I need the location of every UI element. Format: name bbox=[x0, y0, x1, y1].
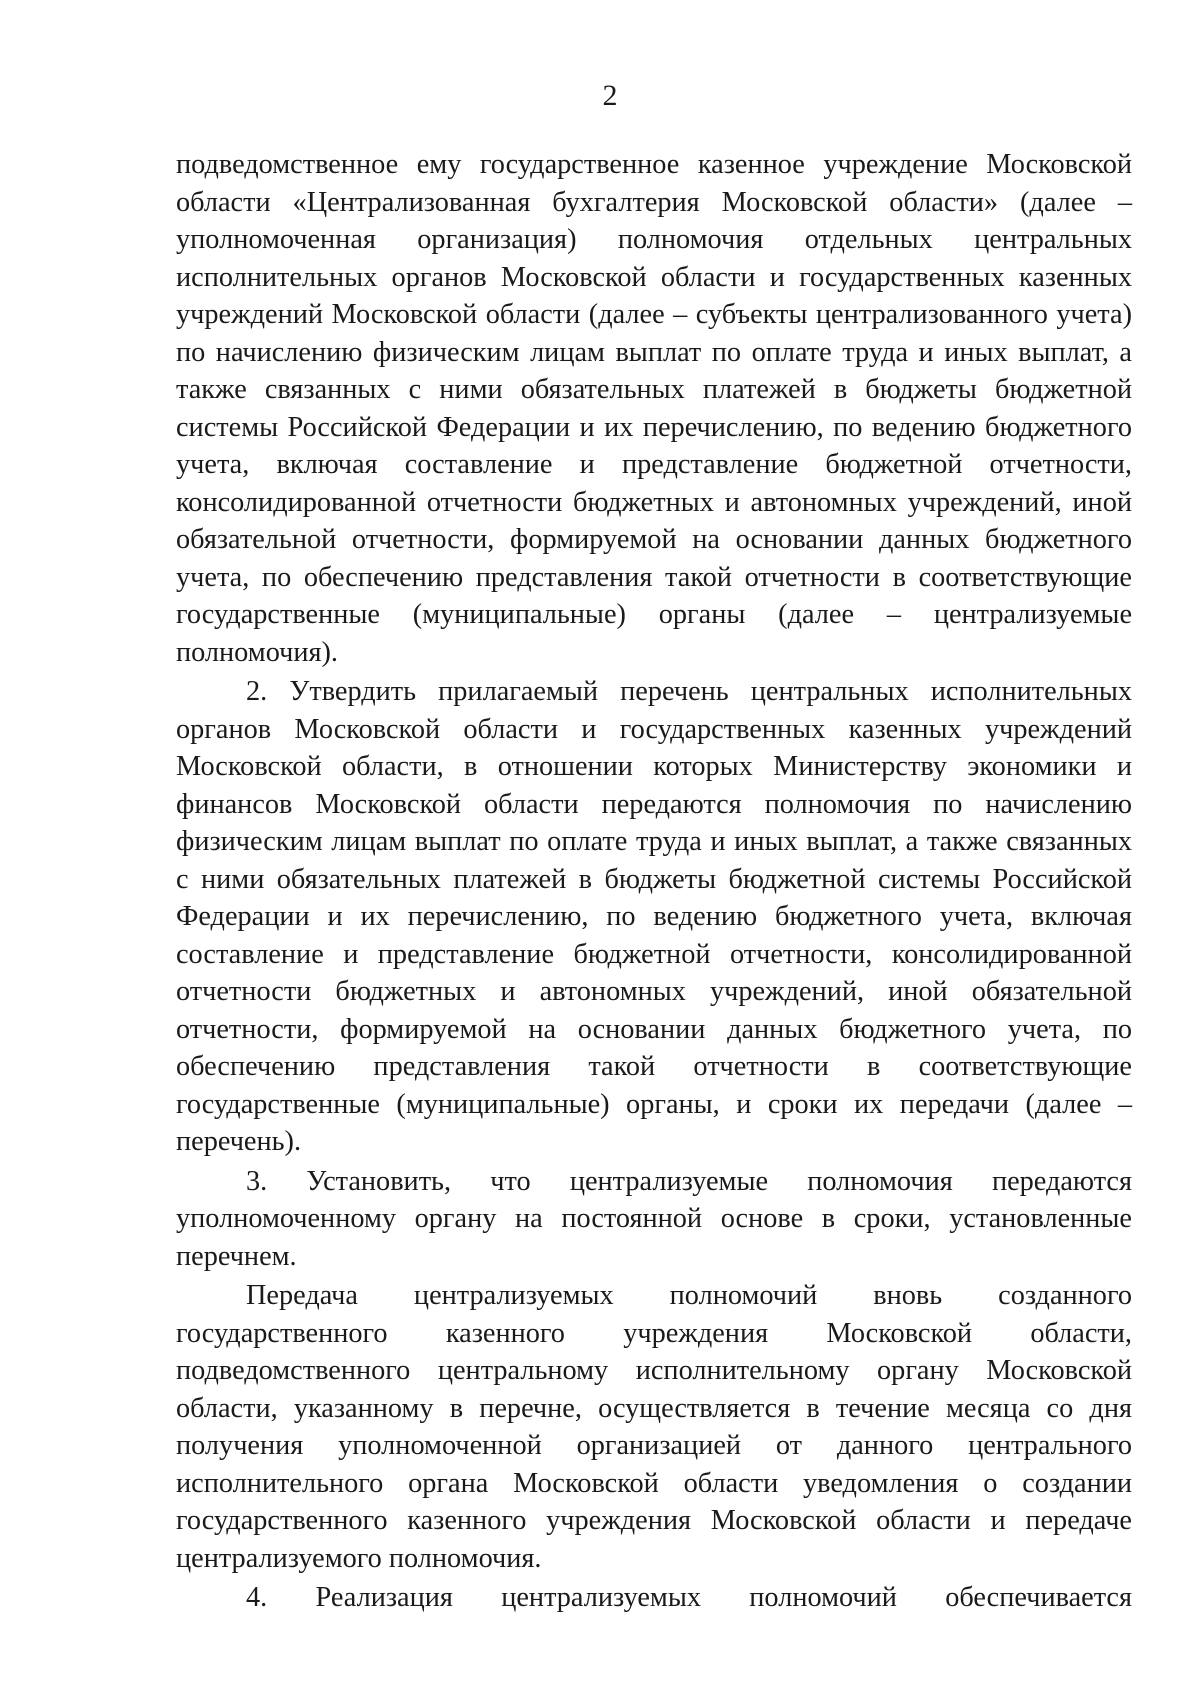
paragraph-item-3: 3. Установить, что централизуемые полномочия передаются уполномоченному органу на постоянной основе в сроки, установленные перечнем. bbox=[176, 1165, 1132, 1272]
paragraph-transfer-new-institution: Передача централизуемых полномочий вновь созданного государственного казенного учреждения Московской области, подведомственного центральному исполнительному органу Московской области, указанному в перечне, осуществляется в течение месяца со дня получения уполномоченной организацией от данного центрального исполнительного органа Московской области уведомления о создании государственного казенного учреждения Московской области и передаче централизуемого полномочия. bbox=[176, 1280, 1132, 1574]
paragraph-item-2: 2. Утвердить прилагаемый перечень центральных исполнительных органов Московской области и государственных казенных учреждений Московской области, в отношении которых Министерству экономики и финансов Московской области передаются полномочия по начислению физическим лицам выплат по оплате труда и иных выплат, а также связанных с ними обязательных платежей в бюджеты бюджетной системы Российской Федерации и их перечислению, по ведению бюджетного учета, включая составление и представление бюджетной отчетности, консолидированной отчетности бюджетных и автономных учреждений, иной обязательной отчетности, формируемой на основании данных бюджетного учета, по обеспечению представления такой отчетности в соответствующие государственные (муниципальные) органы, и сроки их передачи (далее – перечень). bbox=[176, 676, 1132, 1157]
document-body bbox=[176, 146, 1132, 1617]
paragraph-continuation: подведомственное ему государственное казенное учреждение Московской области «Централизованная бухгалтерия Московской области» (далее – уполномоченная организация) полномочия отдельных центральных исполнительных органов Московской области и государственных казенных учреждений Московской области (далее – субъекты централизованного учета) по начислению физическим лицам выплат по оплате труда и иных выплат, а также связанных с ними обязательных платежей в бюджеты бюджетной системы Российской Федерации и их перечислению, по ведению бюджетного учета, включая составление и представление бюджетной отчетности, консолидированной отчетности бюджетных и автономных учреждений, иной обязательной отчетности, формируемой на основании данных бюджетного учета, по обеспечению представления такой отчетности в соответствующие государственные (муниципальные) органы (далее – централизуемые полномочия). bbox=[176, 149, 1132, 668]
page-number: 2 bbox=[602, 79, 618, 112]
paragraph-item-4: 4. Реализация централизуемых полномочий обеспечивается bbox=[246, 1582, 1132, 1613]
